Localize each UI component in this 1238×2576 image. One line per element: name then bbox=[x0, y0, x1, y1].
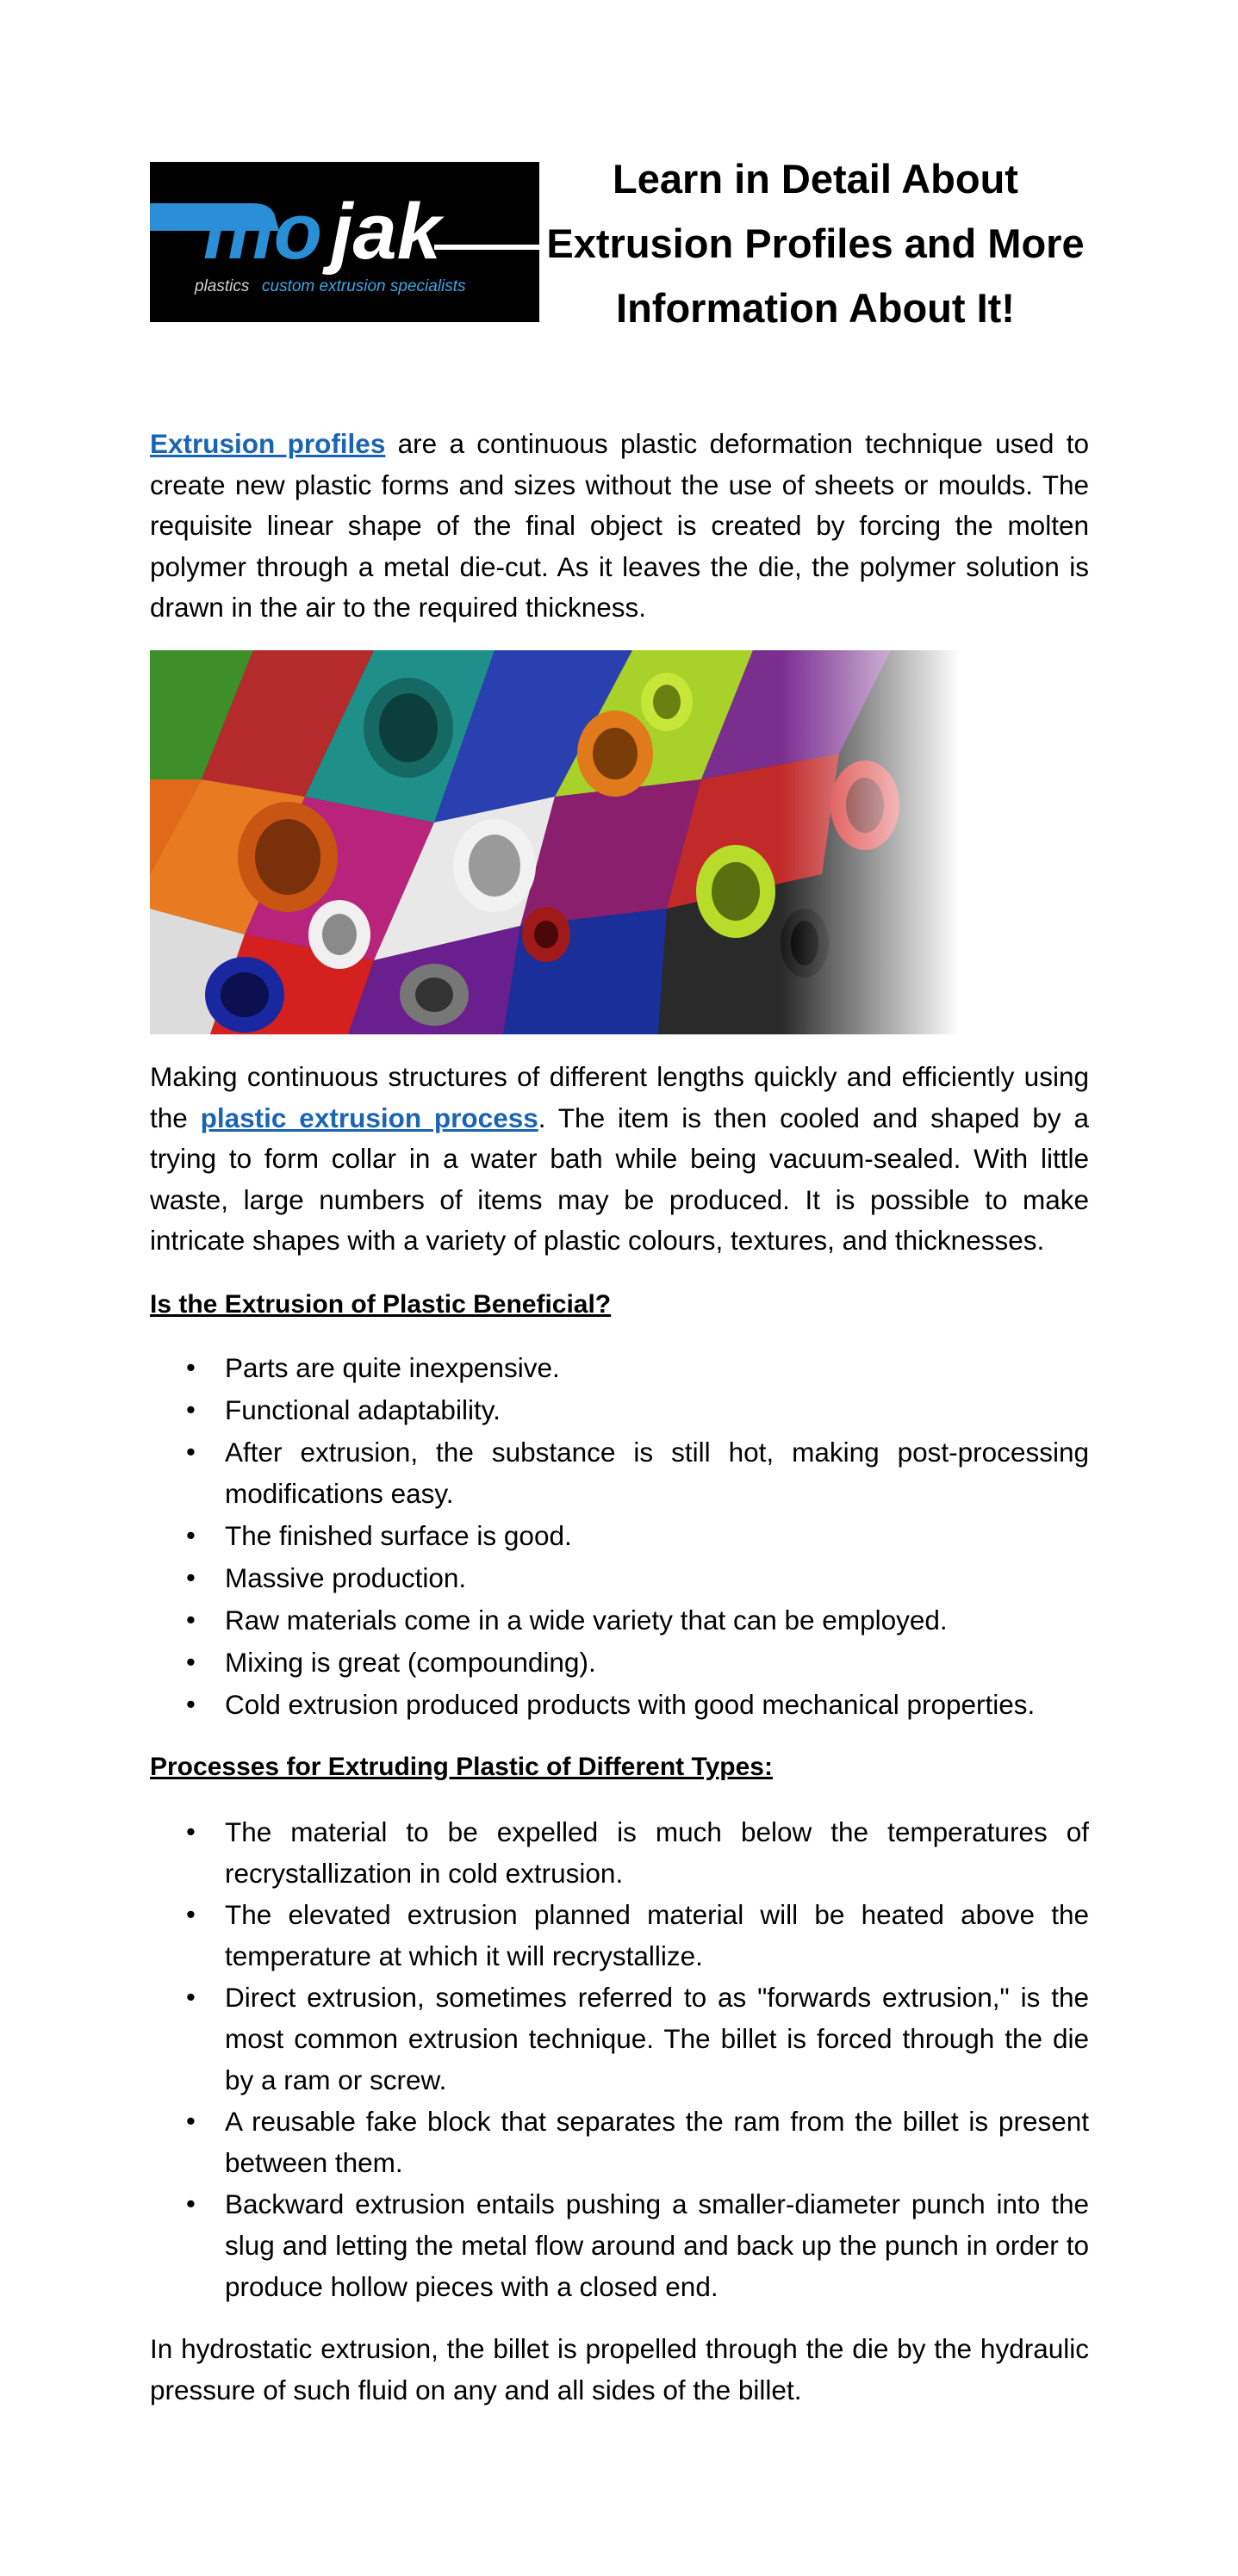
list-item: • The elevated extrusion planned material will be heated above the temperature at which it will recrystallize. bbox=[150, 1894, 1089, 1977]
list-item: • Raw materials come in a wide variety that can be employed. bbox=[150, 1599, 1089, 1641]
list-item: • The finished surface is good. bbox=[150, 1515, 1089, 1556]
plastic-extrusion-process-link[interactable]: plastic extrusion process bbox=[200, 1102, 538, 1133]
process-text-after: . The item is then cooled and shaped by a trying to form collar in a water bath while being vacuum-sealed. With little waste, large numbers of items may be produced. It is possible to make intricate shapes with a variety of plastic colours, textures, and thicknesses. bbox=[150, 1102, 1089, 1256]
intro-text: are a continuous plastic deformation technique used to create new plastic forms and sizes without the use of sheets or moulds. The requisite linear shape of the final object is created by forcing the molten polymer through a metal die-cut. As it leaves the die, the polymer solution is drawn in the air to the required thickness. bbox=[150, 428, 1090, 623]
extrusion-profiles-link[interactable]: Extrusion profiles bbox=[150, 428, 386, 459]
logo-wordmark-mo: mo bbox=[203, 188, 322, 276]
process-text-before: Making continuous structures of different lengths quickly and efficiently using the bbox=[150, 1061, 1089, 1133]
list-item: • Massive production. bbox=[150, 1557, 1089, 1598]
process-paragraph bbox=[150, 1057, 1089, 1262]
list-item: • Cold extrusion produced products with good mechanical properties. bbox=[150, 1684, 1089, 1725]
header bbox=[150, 146, 1089, 353]
logo-tagline: custom extrusion specialists bbox=[262, 277, 466, 295]
mojak-logo-graphic bbox=[150, 162, 539, 322]
list-item: • Functional adaptability. bbox=[150, 1389, 1089, 1431]
closing-paragraph: In hydrostatic extrusion, the billet is propelled through the die by the hydraulic pressure of such fluid on any and all sides of the billet. bbox=[150, 2333, 1089, 2405]
list-item: • After extrusion, the substance is still hot, making post-processing modifications easy. bbox=[150, 1431, 1089, 1514]
process-types-list bbox=[150, 1811, 1089, 2307]
benefits-heading: Is the Extrusion of Plastic Beneficial? bbox=[150, 1290, 612, 1319]
list-item: • Mixing is great (compounding). bbox=[150, 1642, 1089, 1683]
logo-tagline-prefix: plastics bbox=[195, 277, 250, 295]
list-item: • Backward extrusion entails pushing a smaller-diameter punch into the slug and letting the metal flow around and back up the punch in order to produce hollow pieces with a closed end. bbox=[150, 2183, 1089, 2307]
benefits-list bbox=[150, 1347, 1089, 1726]
process-types-heading: Processes for Extruding Plastic of Different Types: bbox=[150, 1753, 773, 1781]
mojak-logo[interactable] bbox=[150, 162, 539, 322]
plastic-pipes-image bbox=[150, 650, 960, 1034]
page-title: Learn in Detail About Extrusion Profiles and More Information About It! bbox=[546, 156, 1085, 331]
list-item: • Parts are quite inexpensive. bbox=[150, 1347, 1089, 1388]
plastic-pipes-photo bbox=[150, 650, 960, 1034]
intro-paragraph bbox=[150, 424, 1089, 629]
list-item: • Direct extrusion, sometimes referred to as "forwards extrusion," is the most common extrusion technique. The billet is forced through the die by a ram or screw. bbox=[150, 1977, 1089, 2101]
logo-wordmark-jak: jak bbox=[331, 188, 441, 276]
list-item: • A reusable fake block that separates the ram from the billet is present between them. bbox=[150, 2101, 1089, 2183]
list-item: • The material to be expelled is much below the temperatures of recrystallization in cold extrusion. bbox=[150, 1811, 1089, 1894]
